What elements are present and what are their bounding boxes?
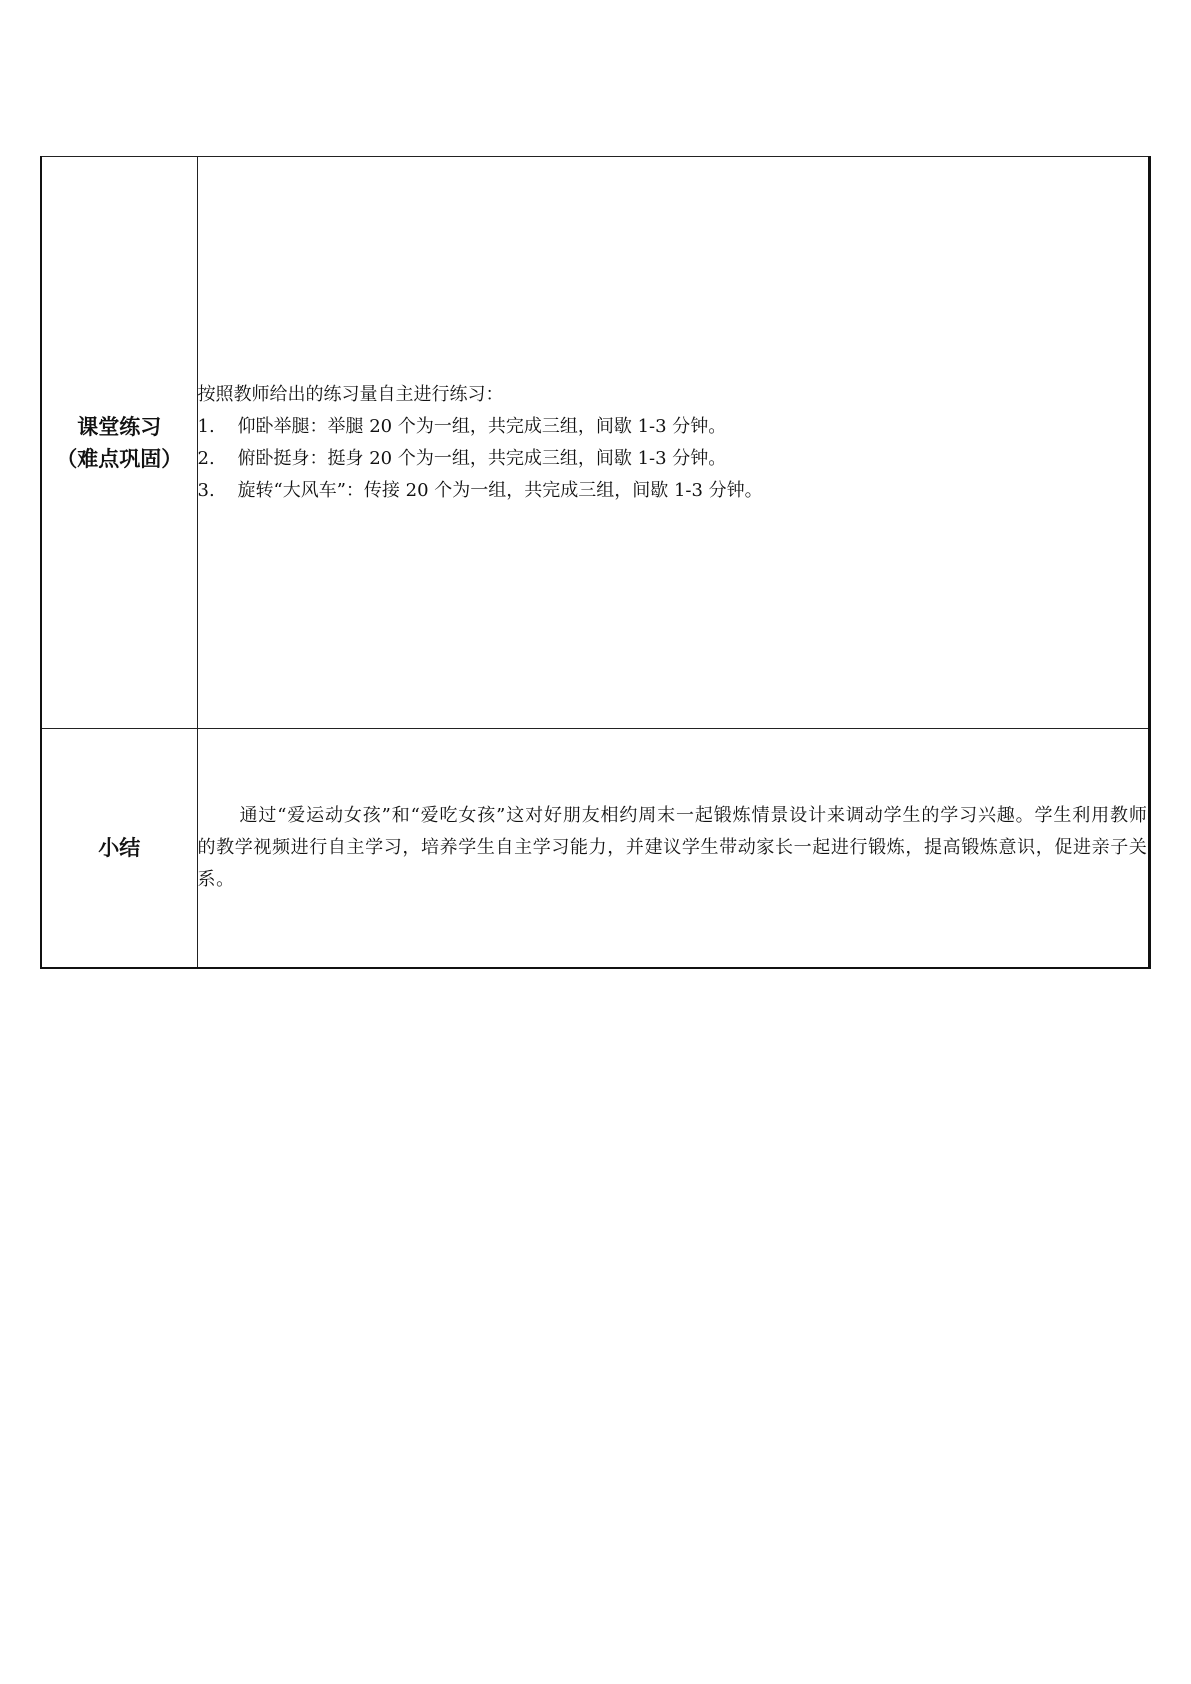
practice-content-cell bbox=[197, 157, 1149, 729]
summary-label-cell bbox=[41, 729, 197, 968]
practice-label-title: 课堂练习 bbox=[77, 414, 162, 439]
practice-item-text: 俯卧挺身：挺身 20 个为一组，共完成三组，间歇 1-3 分钟。 bbox=[237, 447, 727, 469]
practice-item-number: 1. bbox=[197, 415, 215, 437]
summary-label: 小结 bbox=[98, 835, 141, 860]
practice-item bbox=[198, 411, 1148, 443]
practice-list bbox=[198, 411, 1148, 507]
summary-text: 通过“爱运动女孩”和“爱吃女孩”这对好朋友相约周末一起锻炼情景设计来调动学生的学习兴趣。学生利用教师的教学视频进行自主学习，培养学生自主学习能力，并建议学生带动家长一起进行锻炼，提高锻炼意识，促进亲子关系。 bbox=[197, 804, 1148, 890]
practice-intro: 按照教师给出的练习量自主进行练习： bbox=[197, 383, 504, 405]
practice-item-number: 2. bbox=[197, 447, 215, 469]
summary-content-cell bbox=[197, 729, 1149, 968]
practice-item bbox=[198, 443, 1148, 475]
practice-item-number: 3. bbox=[197, 479, 215, 501]
practice-item-text: 旋转“大风车”：传接 20 个为一组，共完成三组，间歇 1-3 分钟。 bbox=[237, 479, 763, 501]
practice-item-text: 仰卧举腿：举腿 20 个为一组，共完成三组，间歇 1-3 分钟。 bbox=[237, 415, 727, 437]
practice-row bbox=[41, 157, 1149, 729]
summary-row bbox=[41, 729, 1149, 968]
lesson-plan-table bbox=[40, 156, 1151, 969]
practice-label-cell bbox=[41, 157, 197, 729]
practice-item bbox=[198, 475, 1148, 507]
practice-label-subtitle: （难点巩固） bbox=[56, 446, 183, 471]
